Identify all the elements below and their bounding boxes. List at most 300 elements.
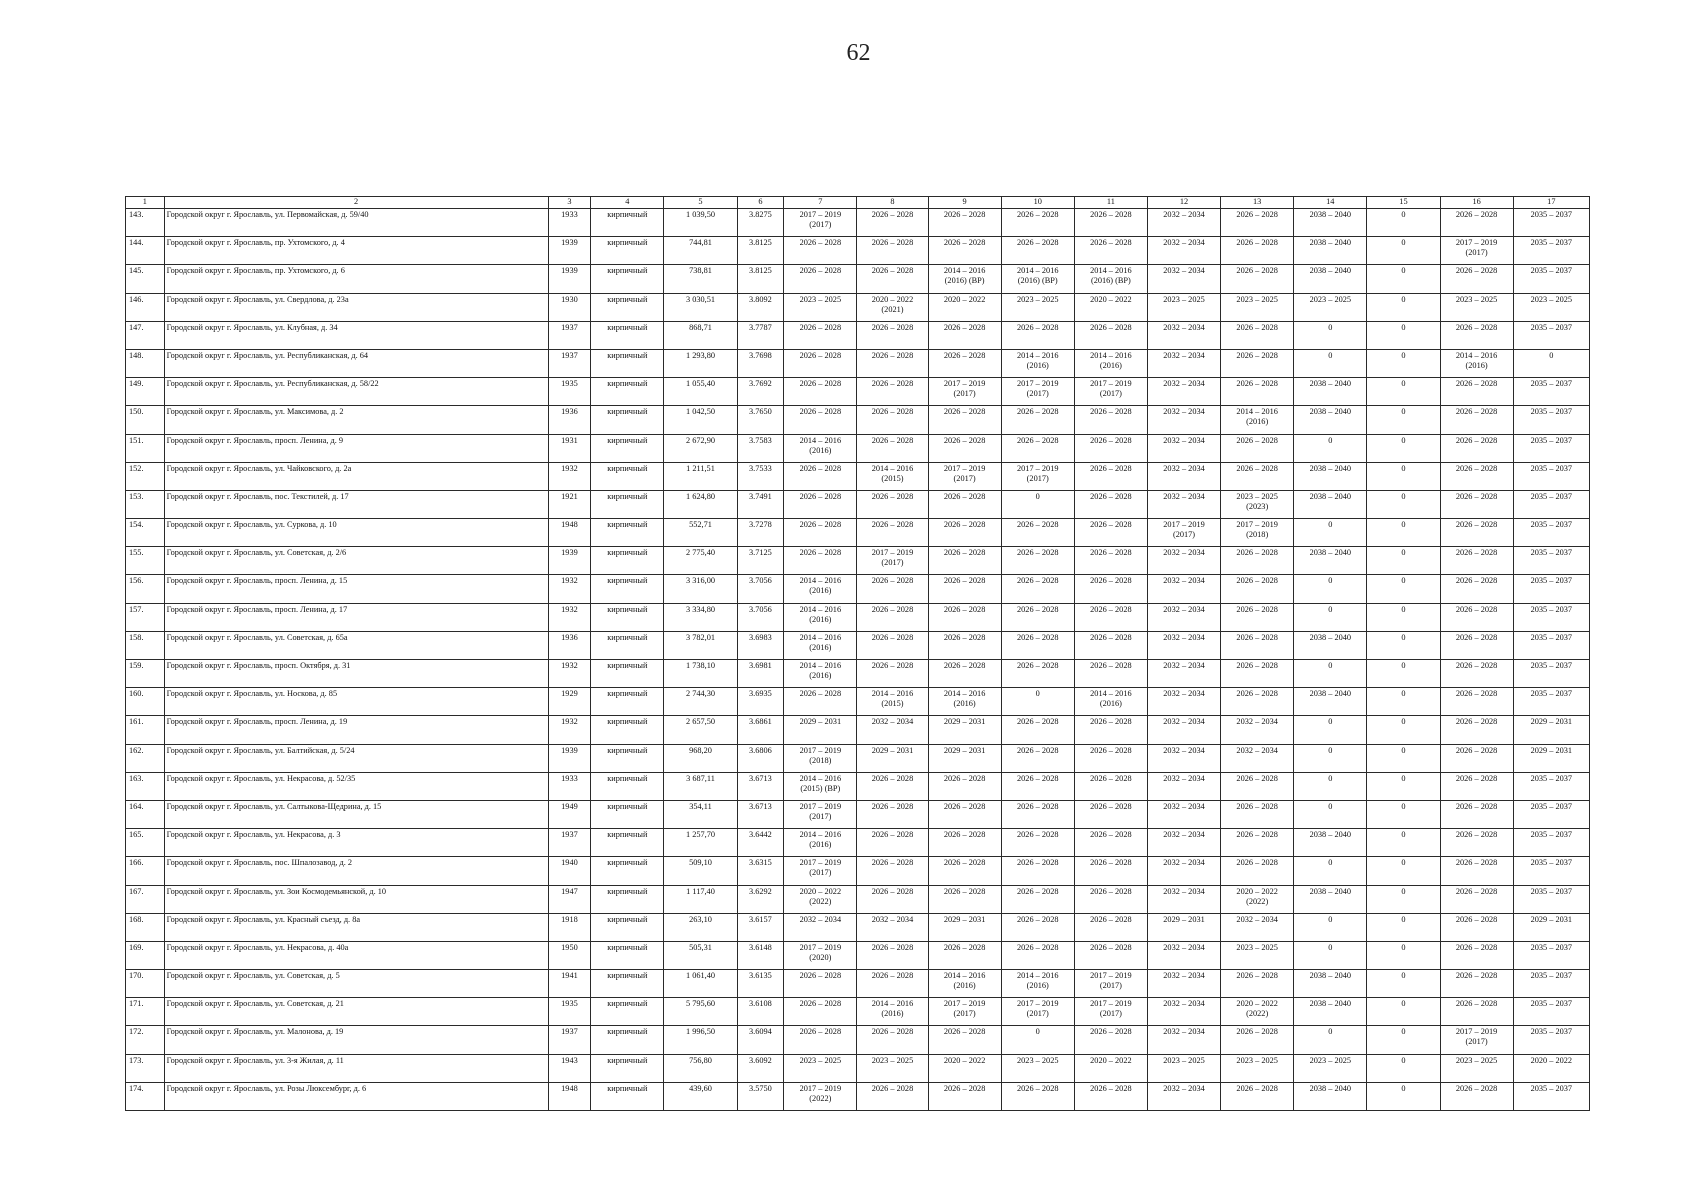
repair-period-cell: 2026 – 2028 bbox=[928, 885, 1001, 913]
priority-score-cell: 3.5750 bbox=[737, 1082, 784, 1110]
repair-period-cell: 2038 – 2040 bbox=[1294, 631, 1367, 659]
column-header-7: 7 bbox=[784, 197, 857, 209]
wall-material-cell: кирпичный bbox=[591, 829, 664, 857]
priority-score-cell: 3.7698 bbox=[737, 349, 784, 377]
repair-period-cell: 2026 – 2028 bbox=[784, 237, 857, 265]
repair-period-cell: 2026 – 2028 bbox=[1440, 321, 1513, 349]
repair-period-cell: 2035 – 2037 bbox=[1513, 265, 1589, 293]
repair-period-cell: 2014 – 2016 (2015) bbox=[857, 462, 928, 490]
repair-period-cell: 2026 – 2028 bbox=[1440, 406, 1513, 434]
table-row bbox=[126, 378, 1590, 406]
repair-period-cell: 2026 – 2028 bbox=[784, 378, 857, 406]
repair-period-cell: 2038 – 2040 bbox=[1294, 547, 1367, 575]
repair-period-cell: 2026 – 2028 bbox=[928, 1082, 1001, 1110]
year-built-cell: 1935 bbox=[548, 378, 591, 406]
table-row bbox=[126, 688, 1590, 716]
wall-material-cell: кирпичный bbox=[591, 688, 664, 716]
table-row bbox=[126, 293, 1590, 321]
column-header-6: 6 bbox=[737, 197, 784, 209]
area-cell: 868,71 bbox=[664, 321, 737, 349]
priority-score-cell: 3.6094 bbox=[737, 1026, 784, 1054]
area-cell: 2 672,90 bbox=[664, 434, 737, 462]
repair-period-cell: 2026 – 2028 bbox=[857, 631, 928, 659]
repair-period-cell: 2038 – 2040 bbox=[1294, 237, 1367, 265]
repair-period-cell: 2032 – 2034 bbox=[784, 913, 857, 941]
address-cell: Городской округ г. Ярославль, ул. Свердлова, д. 23а bbox=[164, 293, 548, 321]
repair-period-cell: 2032 – 2034 bbox=[857, 913, 928, 941]
column-header-17: 17 bbox=[1513, 197, 1589, 209]
repair-period-cell: 2026 – 2028 bbox=[857, 1026, 928, 1054]
repair-period-cell: 2026 – 2028 bbox=[1221, 970, 1294, 998]
repair-period-cell: 2017 – 2019 (2017) bbox=[1001, 462, 1074, 490]
repair-period-cell: 2029 – 2031 bbox=[784, 716, 857, 744]
table-row bbox=[126, 321, 1590, 349]
repair-period-cell: 2026 – 2028 bbox=[1074, 1082, 1147, 1110]
repair-period-cell: 0 bbox=[1294, 660, 1367, 688]
repair-period-cell: 0 bbox=[1294, 744, 1367, 772]
repair-period-cell: 2029 – 2031 bbox=[1513, 716, 1589, 744]
year-built-cell: 1941 bbox=[548, 970, 591, 998]
wall-material-cell: кирпичный bbox=[591, 744, 664, 772]
address-cell: Городской округ г. Ярославль, ул. Розы Люксембург, д. 6 bbox=[164, 1082, 548, 1110]
repair-period-cell: 2020 – 2022 (2022) bbox=[784, 885, 857, 913]
area-cell: 1 061,40 bbox=[664, 970, 737, 998]
address-cell: Городской округ г. Ярославль, ул. Красный съезд, д. 8а bbox=[164, 913, 548, 941]
repair-period-cell: 2026 – 2028 bbox=[1221, 462, 1294, 490]
row-number-cell: 165. bbox=[126, 829, 165, 857]
repair-period-cell: 2032 – 2034 bbox=[1147, 378, 1220, 406]
priority-score-cell: 3.8092 bbox=[737, 293, 784, 321]
priority-score-cell: 3.7650 bbox=[737, 406, 784, 434]
row-number-cell: 152. bbox=[126, 462, 165, 490]
repair-period-cell: 2035 – 2037 bbox=[1513, 941, 1589, 969]
repair-period-cell: 2014 – 2016 (2016) bbox=[928, 688, 1001, 716]
repair-period-cell: 0 bbox=[1367, 970, 1440, 998]
repair-period-cell: 2014 – 2016 (2016) bbox=[1074, 349, 1147, 377]
address-cell: Городской округ г. Ярославль, ул. Некрасова, д. 52/35 bbox=[164, 772, 548, 800]
repair-period-cell: 2026 – 2028 bbox=[1001, 237, 1074, 265]
repair-period-cell: 2032 – 2034 bbox=[1147, 434, 1220, 462]
repair-period-cell: 2032 – 2034 bbox=[1221, 716, 1294, 744]
repair-period-cell: 2026 – 2028 bbox=[1074, 547, 1147, 575]
address-cell: Городской округ г. Ярославль, ул. Зои Космодемьянской, д. 10 bbox=[164, 885, 548, 913]
row-number-cell: 166. bbox=[126, 857, 165, 885]
area-cell: 1 293,80 bbox=[664, 349, 737, 377]
address-cell: Городской округ г. Ярославль, пр. Ухтомского, д. 6 bbox=[164, 265, 548, 293]
year-built-cell: 1939 bbox=[548, 265, 591, 293]
repair-period-cell: 2035 – 2037 bbox=[1513, 829, 1589, 857]
repair-period-cell: 2026 – 2028 bbox=[928, 660, 1001, 688]
priority-score-cell: 3.7583 bbox=[737, 434, 784, 462]
repair-period-cell: 2026 – 2028 bbox=[928, 829, 1001, 857]
year-built-cell: 1930 bbox=[548, 293, 591, 321]
repair-period-cell: 2026 – 2028 bbox=[857, 349, 928, 377]
area-cell: 756,80 bbox=[664, 1054, 737, 1082]
repair-period-cell: 2026 – 2028 bbox=[1221, 209, 1294, 237]
wall-material-cell: кирпичный bbox=[591, 293, 664, 321]
repair-period-cell: 0 bbox=[1367, 660, 1440, 688]
repair-period-cell: 2014 – 2016 (2016) bbox=[857, 998, 928, 1026]
repair-period-cell: 2035 – 2037 bbox=[1513, 434, 1589, 462]
repair-period-cell: 2032 – 2034 bbox=[1147, 744, 1220, 772]
repair-period-cell: 2017 – 2019 (2017) bbox=[1440, 237, 1513, 265]
repair-period-cell: 0 bbox=[1367, 1054, 1440, 1082]
repair-period-cell: 2017 – 2019 (2017) bbox=[784, 857, 857, 885]
year-built-cell: 1936 bbox=[548, 406, 591, 434]
wall-material-cell: кирпичный bbox=[591, 631, 664, 659]
repair-period-cell: 2026 – 2028 bbox=[784, 321, 857, 349]
priority-score-cell: 3.7787 bbox=[737, 321, 784, 349]
table-row bbox=[126, 631, 1590, 659]
priority-score-cell: 3.7692 bbox=[737, 378, 784, 406]
repair-period-cell: 2014 – 2016 (2016) bbox=[784, 631, 857, 659]
repair-period-cell: 2026 – 2028 bbox=[784, 688, 857, 716]
priority-score-cell: 3.6315 bbox=[737, 857, 784, 885]
repair-period-cell: 2035 – 2037 bbox=[1513, 575, 1589, 603]
repair-period-cell: 2026 – 2028 bbox=[1001, 547, 1074, 575]
wall-material-cell: кирпичный bbox=[591, 237, 664, 265]
repair-period-cell: 2026 – 2028 bbox=[1001, 913, 1074, 941]
row-number-cell: 160. bbox=[126, 688, 165, 716]
repair-period-cell: 0 bbox=[1367, 519, 1440, 547]
repair-period-cell: 2026 – 2028 bbox=[1221, 378, 1294, 406]
repair-period-cell: 2035 – 2037 bbox=[1513, 688, 1589, 716]
row-number-cell: 156. bbox=[126, 575, 165, 603]
repair-period-cell: 2026 – 2028 bbox=[1440, 631, 1513, 659]
repair-period-cell: 2026 – 2028 bbox=[928, 237, 1001, 265]
area-cell: 1 738,10 bbox=[664, 660, 737, 688]
row-number-cell: 148. bbox=[126, 349, 165, 377]
table-row bbox=[126, 1054, 1590, 1082]
year-built-cell: 1950 bbox=[548, 941, 591, 969]
address-cell: Городской округ г. Ярославль, ул. Советская, д. 21 bbox=[164, 998, 548, 1026]
repair-period-cell: 2026 – 2028 bbox=[1440, 434, 1513, 462]
repair-period-cell: 0 bbox=[1001, 490, 1074, 518]
repair-period-cell: 0 bbox=[1367, 688, 1440, 716]
repair-period-cell: 2029 – 2031 bbox=[1513, 744, 1589, 772]
year-built-cell: 1937 bbox=[548, 1026, 591, 1054]
repair-period-cell: 2032 – 2034 bbox=[1147, 857, 1220, 885]
repair-period-cell: 2038 – 2040 bbox=[1294, 462, 1367, 490]
repair-period-cell: 2014 – 2016 (2016) (ВР) bbox=[1074, 265, 1147, 293]
repair-period-cell: 2032 – 2034 bbox=[1147, 265, 1220, 293]
wall-material-cell: кирпичный bbox=[591, 970, 664, 998]
wall-material-cell: кирпичный bbox=[591, 800, 664, 828]
repair-period-cell: 2026 – 2028 bbox=[1074, 631, 1147, 659]
repair-period-cell: 0 bbox=[1367, 349, 1440, 377]
table-row bbox=[126, 547, 1590, 575]
area-cell: 738,81 bbox=[664, 265, 737, 293]
year-built-cell: 1931 bbox=[548, 434, 591, 462]
column-header-13: 13 bbox=[1221, 197, 1294, 209]
repair-period-cell: 2014 – 2016 (2016) bbox=[928, 970, 1001, 998]
repair-period-cell: 2026 – 2028 bbox=[857, 575, 928, 603]
row-number-cell: 168. bbox=[126, 913, 165, 941]
repair-period-cell: 2026 – 2028 bbox=[1440, 885, 1513, 913]
area-cell: 1 211,51 bbox=[664, 462, 737, 490]
repair-period-cell: 2038 – 2040 bbox=[1294, 378, 1367, 406]
repair-period-cell: 2026 – 2028 bbox=[1074, 744, 1147, 772]
repair-period-cell: 2026 – 2028 bbox=[1440, 660, 1513, 688]
repair-period-cell: 2026 – 2028 bbox=[784, 406, 857, 434]
repair-period-cell: 2035 – 2037 bbox=[1513, 1026, 1589, 1054]
table-row bbox=[126, 970, 1590, 998]
repair-period-cell: 2035 – 2037 bbox=[1513, 462, 1589, 490]
repair-period-cell: 2026 – 2028 bbox=[784, 349, 857, 377]
wall-material-cell: кирпичный bbox=[591, 998, 664, 1026]
repair-period-cell: 2026 – 2028 bbox=[1440, 688, 1513, 716]
column-header-9: 9 bbox=[928, 197, 1001, 209]
area-cell: 3 316,00 bbox=[664, 575, 737, 603]
address-cell: Городской округ г. Ярославль, ул. Максимова, д. 2 bbox=[164, 406, 548, 434]
repair-period-cell: 2026 – 2028 bbox=[784, 970, 857, 998]
repair-period-cell: 2026 – 2028 bbox=[1440, 1082, 1513, 1110]
repair-period-cell: 2032 – 2034 bbox=[1147, 688, 1220, 716]
repair-period-cell: 2035 – 2037 bbox=[1513, 321, 1589, 349]
repair-period-cell: 2026 – 2028 bbox=[1074, 490, 1147, 518]
priority-score-cell: 3.7056 bbox=[737, 603, 784, 631]
year-built-cell: 1932 bbox=[548, 603, 591, 631]
repair-period-cell: 0 bbox=[1367, 631, 1440, 659]
wall-material-cell: кирпичный bbox=[591, 603, 664, 631]
repair-period-cell: 0 bbox=[1294, 857, 1367, 885]
address-cell: Городской округ г. Ярославль, просп. Ленина, д. 15 bbox=[164, 575, 548, 603]
repair-period-cell: 0 bbox=[1294, 321, 1367, 349]
priority-score-cell: 3.6442 bbox=[737, 829, 784, 857]
repair-period-cell: 2026 – 2028 bbox=[928, 1026, 1001, 1054]
repair-period-cell: 2035 – 2037 bbox=[1513, 519, 1589, 547]
table-row bbox=[126, 660, 1590, 688]
repair-period-cell: 2038 – 2040 bbox=[1294, 829, 1367, 857]
repair-period-cell: 2017 – 2019 (2017) bbox=[1440, 1026, 1513, 1054]
repair-period-cell: 2026 – 2028 bbox=[1001, 575, 1074, 603]
column-header-16: 16 bbox=[1440, 197, 1513, 209]
repair-period-cell: 2026 – 2028 bbox=[1074, 237, 1147, 265]
area-cell: 1 042,50 bbox=[664, 406, 737, 434]
repair-period-cell: 2032 – 2034 bbox=[1147, 829, 1220, 857]
address-cell: Городской округ г. Ярославль, просп. Октября, д. 31 bbox=[164, 660, 548, 688]
repair-period-cell: 2032 – 2034 bbox=[1147, 237, 1220, 265]
repair-period-cell: 2023 – 2025 bbox=[1147, 1054, 1220, 1082]
area-cell: 1 055,40 bbox=[664, 378, 737, 406]
repair-period-cell: 2026 – 2028 bbox=[928, 631, 1001, 659]
table-row bbox=[126, 941, 1590, 969]
repair-period-cell: 2026 – 2028 bbox=[1074, 800, 1147, 828]
repair-period-cell: 2026 – 2028 bbox=[1001, 744, 1074, 772]
priority-score-cell: 3.6713 bbox=[737, 800, 784, 828]
repair-period-cell: 2026 – 2028 bbox=[1001, 716, 1074, 744]
wall-material-cell: кирпичный bbox=[591, 716, 664, 744]
repair-period-cell: 2035 – 2037 bbox=[1513, 1082, 1589, 1110]
repair-period-cell: 0 bbox=[1294, 1026, 1367, 1054]
repair-period-cell: 2026 – 2028 bbox=[1001, 885, 1074, 913]
repair-period-cell: 2014 – 2016 (2016) bbox=[1001, 970, 1074, 998]
address-cell: Городской округ г. Ярославль, ул. Первомайская, д. 59/40 bbox=[164, 209, 548, 237]
area-cell: 2 657,50 bbox=[664, 716, 737, 744]
priority-score-cell: 3.6983 bbox=[737, 631, 784, 659]
repair-period-cell: 2032 – 2034 bbox=[1147, 547, 1220, 575]
year-built-cell: 1935 bbox=[548, 998, 591, 1026]
repair-period-cell: 2020 – 2022 (2022) bbox=[1221, 885, 1294, 913]
repair-period-cell: 2017 – 2019 (2020) bbox=[784, 941, 857, 969]
repair-period-cell: 2026 – 2028 bbox=[1074, 519, 1147, 547]
wall-material-cell: кирпичный bbox=[591, 772, 664, 800]
priority-score-cell: 3.6148 bbox=[737, 941, 784, 969]
row-number-cell: 163. bbox=[126, 772, 165, 800]
repair-period-cell: 2026 – 2028 bbox=[928, 857, 1001, 885]
repair-period-cell: 2026 – 2028 bbox=[1074, 885, 1147, 913]
table-row bbox=[126, 800, 1590, 828]
table-row bbox=[126, 998, 1590, 1026]
repair-period-cell: 2026 – 2028 bbox=[857, 660, 928, 688]
repair-period-cell: 2026 – 2028 bbox=[1001, 209, 1074, 237]
wall-material-cell: кирпичный bbox=[591, 265, 664, 293]
year-built-cell: 1943 bbox=[548, 1054, 591, 1082]
repair-period-cell: 2017 – 2019 (2022) bbox=[784, 1082, 857, 1110]
repair-period-cell: 2026 – 2028 bbox=[928, 519, 1001, 547]
wall-material-cell: кирпичный bbox=[591, 434, 664, 462]
repair-period-cell: 2026 – 2028 bbox=[857, 237, 928, 265]
repair-period-cell: 2026 – 2028 bbox=[857, 1082, 928, 1110]
area-cell: 552,71 bbox=[664, 519, 737, 547]
repair-period-cell: 2026 – 2028 bbox=[1001, 829, 1074, 857]
repair-period-cell: 0 bbox=[1294, 941, 1367, 969]
year-built-cell: 1921 bbox=[548, 490, 591, 518]
repair-period-cell: 2026 – 2028 bbox=[857, 603, 928, 631]
repair-period-cell: 2023 – 2025 bbox=[1294, 293, 1367, 321]
repair-period-cell: 2032 – 2034 bbox=[1147, 941, 1220, 969]
repair-period-cell: 2026 – 2028 bbox=[857, 857, 928, 885]
year-built-cell: 1939 bbox=[548, 744, 591, 772]
repair-period-cell: 2032 – 2034 bbox=[1147, 631, 1220, 659]
column-number-header-row bbox=[126, 197, 1590, 209]
repair-period-cell: 2017 – 2019 (2017) bbox=[1074, 378, 1147, 406]
wall-material-cell: кирпичный bbox=[591, 490, 664, 518]
address-cell: Городской округ г. Ярославль, ул. Некрасова, д. 3 bbox=[164, 829, 548, 857]
table-row bbox=[126, 209, 1590, 237]
repair-period-cell: 2026 – 2028 bbox=[1221, 800, 1294, 828]
repair-period-cell: 2026 – 2028 bbox=[1221, 660, 1294, 688]
repair-period-cell: 2032 – 2034 bbox=[1147, 716, 1220, 744]
repair-period-cell: 2035 – 2037 bbox=[1513, 237, 1589, 265]
repair-period-cell: 2023 – 2025 (2023) bbox=[1221, 490, 1294, 518]
row-number-cell: 173. bbox=[126, 1054, 165, 1082]
repair-period-cell: 2038 – 2040 bbox=[1294, 1082, 1367, 1110]
repair-period-cell: 2026 – 2028 bbox=[857, 490, 928, 518]
repair-period-cell: 2017 – 2019 (2017) bbox=[928, 378, 1001, 406]
row-number-cell: 159. bbox=[126, 660, 165, 688]
repair-period-cell: 2026 – 2028 bbox=[928, 603, 1001, 631]
repair-period-cell: 2014 – 2016 (2016) bbox=[784, 575, 857, 603]
address-cell: Городской округ г. Ярославль, ул. Республиканская, д. 64 bbox=[164, 349, 548, 377]
repair-period-cell: 2032 – 2034 bbox=[1147, 490, 1220, 518]
repair-period-cell: 2014 – 2016 (2016) bbox=[1221, 406, 1294, 434]
priority-score-cell: 3.6157 bbox=[737, 913, 784, 941]
priority-score-cell: 3.6861 bbox=[737, 716, 784, 744]
repair-period-cell: 2038 – 2040 bbox=[1294, 265, 1367, 293]
year-built-cell: 1937 bbox=[548, 321, 591, 349]
repair-period-cell: 2026 – 2028 bbox=[1221, 575, 1294, 603]
priority-score-cell: 3.6806 bbox=[737, 744, 784, 772]
wall-material-cell: кирпичный bbox=[591, 209, 664, 237]
repair-period-cell: 2020 – 2022 bbox=[1513, 1054, 1589, 1082]
row-number-cell: 170. bbox=[126, 970, 165, 998]
address-cell: Городской округ г. Ярославль, ул. Республиканская, д. 58/22 bbox=[164, 378, 548, 406]
area-cell: 3 030,51 bbox=[664, 293, 737, 321]
repair-period-cell: 0 bbox=[1367, 434, 1440, 462]
repair-period-cell: 2035 – 2037 bbox=[1513, 209, 1589, 237]
repair-period-cell: 0 bbox=[1367, 575, 1440, 603]
priority-score-cell: 3.7056 bbox=[737, 575, 784, 603]
repair-period-cell: 0 bbox=[1294, 519, 1367, 547]
year-built-cell: 1949 bbox=[548, 800, 591, 828]
address-cell: Городской округ г. Ярославль, ул. Клубная, д. 34 bbox=[164, 321, 548, 349]
year-built-cell: 1939 bbox=[548, 237, 591, 265]
repair-period-cell: 2029 – 2031 bbox=[1513, 913, 1589, 941]
repair-period-cell: 2032 – 2034 bbox=[1147, 603, 1220, 631]
repair-period-cell: 2026 – 2028 bbox=[928, 575, 1001, 603]
repair-period-cell: 2026 – 2028 bbox=[928, 209, 1001, 237]
repair-period-cell: 2026 – 2028 bbox=[857, 519, 928, 547]
repair-period-cell: 2026 – 2028 bbox=[928, 772, 1001, 800]
repair-period-cell: 2035 – 2037 bbox=[1513, 998, 1589, 1026]
repair-period-cell: 0 bbox=[1367, 998, 1440, 1026]
repair-period-cell: 2032 – 2034 bbox=[1147, 462, 1220, 490]
area-cell: 1 624,80 bbox=[664, 490, 737, 518]
repair-period-cell: 2026 – 2028 bbox=[857, 772, 928, 800]
repair-period-cell: 2032 – 2034 bbox=[1147, 1082, 1220, 1110]
priority-score-cell: 3.7491 bbox=[737, 490, 784, 518]
year-built-cell: 1929 bbox=[548, 688, 591, 716]
repair-period-cell: 2020 – 2022 bbox=[928, 293, 1001, 321]
repair-period-cell: 2026 – 2028 bbox=[1001, 519, 1074, 547]
year-built-cell: 1947 bbox=[548, 885, 591, 913]
repair-period-cell: 2026 – 2028 bbox=[928, 349, 1001, 377]
year-built-cell: 1940 bbox=[548, 857, 591, 885]
area-cell: 1 996,50 bbox=[664, 1026, 737, 1054]
wall-material-cell: кирпичный bbox=[591, 378, 664, 406]
row-number-cell: 158. bbox=[126, 631, 165, 659]
year-built-cell: 1932 bbox=[548, 462, 591, 490]
repair-period-cell: 2023 – 2025 bbox=[1001, 1054, 1074, 1082]
table-row bbox=[126, 744, 1590, 772]
repair-period-cell: 2023 – 2025 bbox=[1440, 1054, 1513, 1082]
repair-period-cell: 0 bbox=[1367, 265, 1440, 293]
repair-period-cell: 2026 – 2028 bbox=[857, 321, 928, 349]
repair-period-cell: 2026 – 2028 bbox=[1221, 857, 1294, 885]
table-row bbox=[126, 772, 1590, 800]
repair-period-cell: 0 bbox=[1367, 744, 1440, 772]
table-row bbox=[126, 406, 1590, 434]
repair-period-cell: 2035 – 2037 bbox=[1513, 857, 1589, 885]
year-built-cell: 1918 bbox=[548, 913, 591, 941]
priority-score-cell: 3.6935 bbox=[737, 688, 784, 716]
repair-period-cell: 2032 – 2034 bbox=[1147, 1026, 1220, 1054]
row-number-cell: 169. bbox=[126, 941, 165, 969]
repair-period-cell: 2035 – 2037 bbox=[1513, 378, 1589, 406]
repair-period-cell: 2032 – 2034 bbox=[1147, 406, 1220, 434]
priority-score-cell: 3.7278 bbox=[737, 519, 784, 547]
repair-period-cell: 2035 – 2037 bbox=[1513, 800, 1589, 828]
repair-period-cell: 0 bbox=[1367, 857, 1440, 885]
repair-period-cell: 2023 – 2025 bbox=[1513, 293, 1589, 321]
column-header-8: 8 bbox=[857, 197, 928, 209]
address-cell: Городской округ г. Ярославль, ул. Суркова, д. 10 bbox=[164, 519, 548, 547]
table-row bbox=[126, 462, 1590, 490]
repair-period-cell: 2032 – 2034 bbox=[1147, 998, 1220, 1026]
repair-period-cell: 2026 – 2028 bbox=[928, 434, 1001, 462]
repair-period-cell: 0 bbox=[1367, 406, 1440, 434]
